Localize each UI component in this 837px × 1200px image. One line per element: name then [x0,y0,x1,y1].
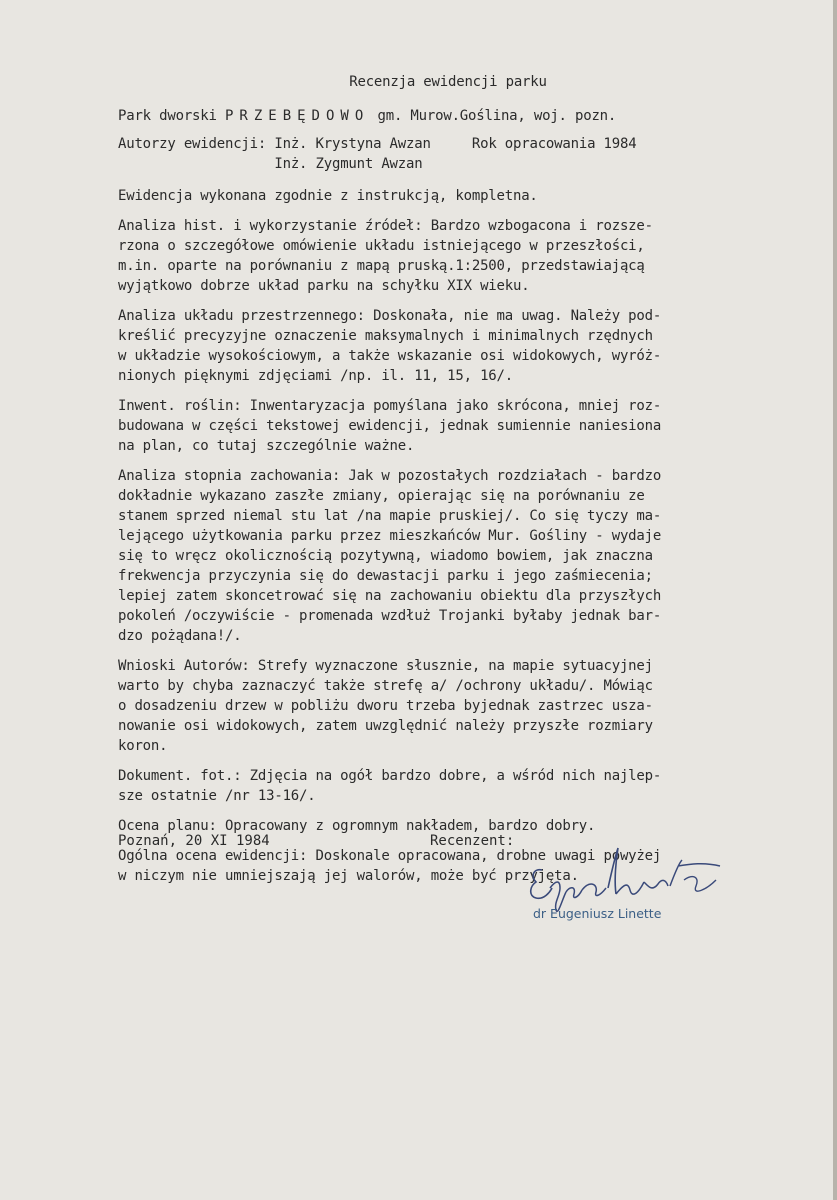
paragraph-photo-documentation: Dokument. fot.: Zdjęcia na ogół bardzo dobre, a wśród nich najlep- sze ostatnie /nr 13-16/. [118,768,662,804]
park-suffix: gm. Murow.Goślina, woj. pozn. [369,108,617,124]
author-2: Inż. Zygmunt Awzan [274,156,423,172]
year-text: Rok opracowania 1984 [471,136,637,152]
paragraph-overall-evaluation: Ogólna ocena ewidencji: Doskonale opracowana, drobne uwagi powyżej w niczym nie umniejszają jej walorów, może być przyjęta. [118,848,662,884]
author-1: Inż. Krystyna Awzan [274,136,431,152]
reviewer-stamp: dr Eugeniusz Linette [533,906,662,921]
paper-edge [833,0,837,1200]
paragraph-plan-evaluation: Ocena planu: Opracowany z ogromnym nakładem, bardzo dobry. [118,818,596,834]
authors-block [118,134,798,174]
park-name: PRZEBĘDOWO [224,108,370,124]
paragraph-historical-analysis: Analiza hist. i wykorzystanie źródeł: Bardzo wzbogacona i rozsze- rzona o szczegółowe omówienie układu istniejącego w przeszłości, m.in. oparte na porównaniu z mapą pruską.1:2500, przedstawiającą wyjątkowo dobrze układ parku na schyłku XIX wieku. [118,218,653,294]
authors-label: Autorzy ewidencji: [118,136,275,152]
handwritten-signature [520,840,730,940]
authors-line-1 [118,134,798,154]
paragraph-spatial-analysis: Analiza układu przestrzennego: Doskonała, nie ma uwag. Należy pod- kreślić precyzyjne oznaczenie maksymalnych i minimalnych rzędnych w układzie wysokościowym, a także wskazanie osi widokowych, wyróż- nionych pięknymi zdjęciami /np. il. 11, 15, 16/. [118,308,662,384]
paragraph-preservation-analysis: Analiza stopnia zachowania: Jak w pozostałych rozdziałach - bardzo dokładnie wykazano zaszłe zmiany, opierając się na porównaniu ze stanem sprzed niemal stu lat /na mapie pruskiej/. Co się tyczy ma- lejącego użytkowania parku przez mieszkańców Mur. Gośliny - wydaje się to wręcz okolicznością pozytywną, wiadomo bowiem, jak znaczna frekwencja przyczynia się do dewastacji parku i jego zaśmiecenia; lepiej zatem skoncetrować się na zachowaniu obiektu dla przyszłych pokoleń /oczywiście - promenada wzdłuż Trojanki byłaby jednak bar- dzo pożądana!/. [118,468,662,644]
reviewer-label: Recenzent: [430,833,515,849]
document-title: Recenzja ewidencji parku [349,74,547,90]
document-body [118,72,798,896]
place-date: Poznań, 20 XI 1984 [118,833,270,849]
authors-line-2 [118,154,798,174]
paragraph-completeness: Ewidencja wykonana zgodnie z instrukcją, kompletna. [118,188,538,204]
paragraph-plant-inventory: Inwent. roślin: Inwentaryzacja pomyślana jako skrócona, mniej roz- budowana w części tekstowej ewidencji, jednak sumiennie naniesiona na plan, co tutaj szczególnie ważne. [118,398,662,454]
paragraph-authors-conclusions: Wnioski Autorów: Strefy wyznaczone słusznie, na mapie sytuacyjnej warto by chyba zaznaczyć także strefę a/ /ochrony układu/. Mówiąc o dosadzeniu drzew w pobliżu dworu trzeba byjednak zastrzec uszа- nowanie osi widokowych, zatem uwzględnić należy przyszłe rozmiary koron. [118,658,653,754]
park-line [118,106,798,126]
park-prefix: Park dworski [118,108,225,124]
